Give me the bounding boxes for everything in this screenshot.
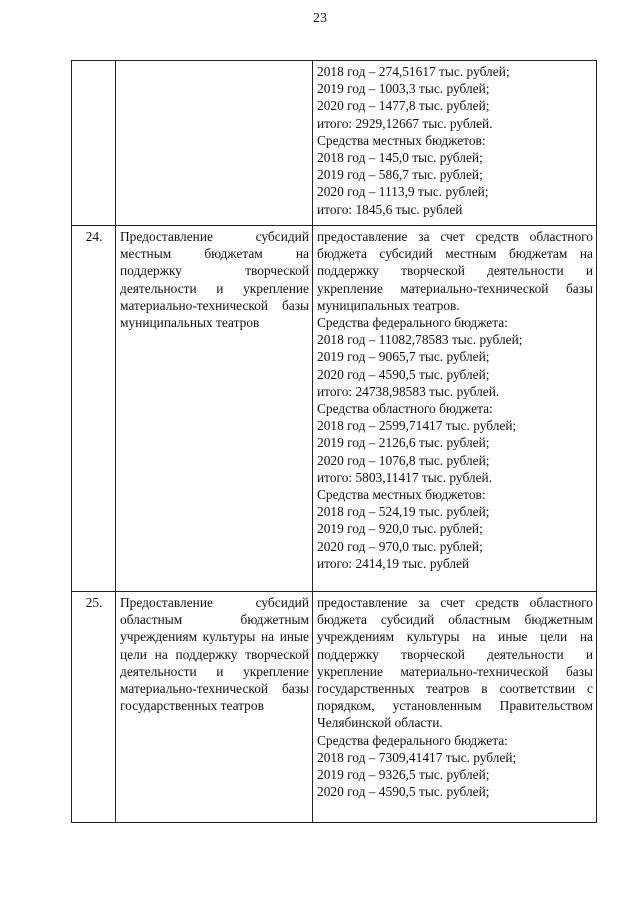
funding-line: 2018 год – 2599,71417 тыс. рублей; (317, 418, 517, 434)
funding-source-heading: Средства местных бюджетов: (317, 132, 486, 148)
measure-description (313, 226, 597, 592)
funding-line: 2020 год – 1477,8 тыс. рублей; (317, 98, 490, 114)
measure-name: Предоставление субсидий местным бюджетам на поддержку творческой деятельности и укрепление материально-технической базы муниципальных театров (116, 226, 313, 592)
funding-line: 2020 год – 1076,8 тыс. рублей; (317, 452, 490, 468)
measure-intro: предоставление за счет средств областного бюджета субсидий областным бюджетным учреждениям культуры на иные цели на поддержку творческой деятельности и укрепление материально-технической базы государственных театров в соответствии с порядком, установленным Правительством Челябинской области. (317, 595, 593, 731)
measure-intro: предоставление за счет средств областного бюджета субсидий местным бюджетам на поддержку творческой деятельности и укрепление материально-технической базы муниципальных театров. (317, 229, 593, 313)
funding-source-heading: Средства федерального бюджета: (317, 315, 508, 331)
funding-line: 2018 год – 7309,41417 тыс. рублей; (317, 749, 517, 765)
funding-line: 2018 год – 145,0 тыс. рублей; (317, 150, 483, 166)
measure-description (313, 61, 597, 226)
funding-line: 2020 год – 4590,5 тыс. рублей; (317, 366, 490, 382)
funding-line: 2019 год – 9326,5 тыс. рублей; (317, 767, 490, 783)
table-row (72, 61, 597, 226)
funding-total: итого: 1845,6 тыс. рублей (317, 201, 463, 217)
funding-line: 2018 год – 524,19 тыс. рублей; (317, 504, 490, 520)
row-number: 25. (72, 592, 116, 823)
table-row (72, 592, 597, 823)
page-number: 23 (313, 11, 327, 26)
measure-name (116, 61, 313, 226)
measure-name: Предоставление субсидий областным бюджетным учреждениям культуры на иные цели на поддержку творческой деятельности и укрепление материально-технической базы государственных театров (116, 592, 313, 823)
funding-total: итого: 5803,11417 тыс. рублей. (317, 469, 493, 485)
funding-line: 2020 год – 4590,5 тыс. рублей; (317, 784, 490, 800)
funding-line: 2019 год – 920,0 тыс. рублей; (317, 521, 483, 537)
funding-line: 2019 год – 2126,6 тыс. рублей; (317, 435, 490, 451)
funding-source-heading: Средства областного бюджета: (317, 401, 493, 417)
funding-total: итого: 2414,19 тыс. рублей (317, 555, 470, 571)
funding-source-heading: Средства федерального бюджета: (317, 732, 508, 748)
funding-line: 2018 год – 11082,78583 тыс. рублей; (317, 332, 523, 348)
row-number (72, 61, 116, 226)
funding-source-heading: Средства местных бюджетов: (317, 487, 486, 503)
measure-description (313, 592, 597, 823)
program-table (71, 60, 597, 823)
funding-line: 2019 год – 1003,3 тыс. рублей; (317, 81, 490, 97)
funding-total: итого: 2929,12667 тыс. рублей. (317, 115, 493, 131)
funding-line: 2020 год – 970,0 тыс. рублей; (317, 538, 483, 554)
funding-line: 2018 год – 274,51617 тыс. рублей; (317, 64, 510, 79)
funding-line: 2019 год – 586,7 тыс. рублей; (317, 167, 483, 183)
funding-line: 2020 год – 1113,9 тыс. рублей; (317, 184, 489, 200)
table-row (72, 226, 597, 592)
funding-line: 2019 год – 9065,7 тыс. рублей; (317, 349, 490, 365)
funding-total: итого: 24738,98583 тыс. рублей. (317, 383, 500, 399)
row-number: 24. (72, 226, 116, 592)
